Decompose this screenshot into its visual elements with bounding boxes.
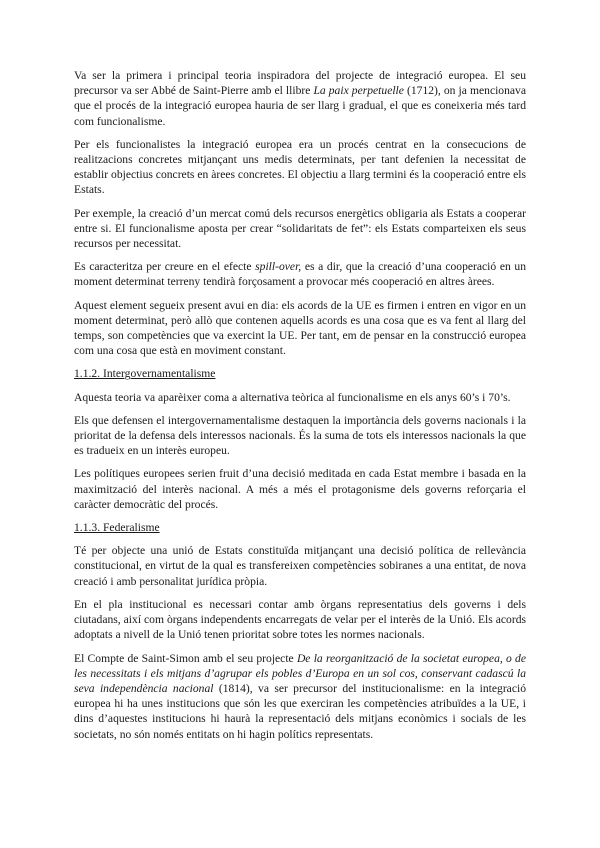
paragraph-intergov-national: Els que defensen el intergovernamentalisme destaquen la importància dels governs nacionals i la prioritat de la defensa dels interessos nacionals. És la suma de tots els interessos nacionals la que es tradueix en un interès europeu.: [74, 413, 526, 458]
book-title: La paix perpetuelle: [313, 84, 404, 98]
spill-over-term: spill-over,: [255, 260, 302, 274]
paragraph-present-day: Aquest element segueix present avui en dia: els acords de la UE es firmen i entren en vigor en un moment determinat, però allò que contenen aquells acords es una cosa que es va fent al llarg del temps, son competències que va exercint la UE. Per tant, em de pensar en la construcció europea com una cosa que està en moviment constant.: [74, 298, 526, 358]
paragraph-federalism-definition: Té per objecte una unió de Estats constituïda mitjançant una decisió política de rellevància constitucional, en virtut de la qual es transfereixen competències sobiranes a una entitat, de nova creació i amb personalitat jurídica pròpia.: [74, 544, 526, 588]
paragraph-spillover: Es caracteritza per creure en el efecte spill-over, es a dir, que la creació d’una cooperació en un moment determinat terreny tendirà forçosament a provocar més cooperació en altres àrees.: [74, 260, 526, 289]
document-page: [74, 68, 526, 750]
section-heading-intergovernmentalism: 1.1.2. Intergovernamentalisme: [74, 367, 216, 381]
paragraph-functionalists: Per els funcionalistes la integració europea era un procés centrat en la consecucions de realitzacions concretes mitjançant uns medis determinats, per tant defenien la necessitat de establir objectius concrets en àrees concretes. El objectiu a llarg termini és la cooperació entre els Estats.: [74, 137, 526, 197]
paragraph-saint-simon: El Compte de Saint-Simon amb el seu projecte De la reorganització de la societat europea, o de les necessitats i els mitjans d’agrupar els pobles d’Europa en un sol cos, conservant cadascú la seva independència nacional (1814), va ser precursor del institucionalisme: en la integració europea hi ha unes institucions que són les que exerciran les competències atribuïdes a la UE, i dins d’aquestes institucions hi haurà la representació dels mitjans econòmics i socials de les societats, no són només entitats on hi hagin polítics representats.: [74, 651, 526, 741]
paragraph-intergov-policies: Les polítiques europees serien fruit d’una decisió meditada en cada Estat membre i basada en la maximització del interès nacional. A més a més el protagonisme dels governs reforçaria el caràcter democràtic del procés.: [74, 467, 526, 511]
project-title: De la reorganització de la societat europea, o de les necessitats i els mitjans d’agrupar els pobles d’Europa en un sol cos, conservant cadascú la seva independència nacional: [74, 651, 526, 695]
paragraph-example: Per exemple, la creació d’un mercat comú dels recursos energètics obligaria als Estats a cooperar entre si. El funcionalisme aposta per crear “solidaritats de fet”: els Estats comparteixen els seus recursos per necessitat.: [74, 206, 526, 251]
paragraph-intergov-origin: Aquesta teoria va aparèixer coma a alternativa teòrica al funcionalisme en els anys 60’s i 70’s.: [74, 390, 511, 404]
paragraph-origins: Va ser la primera i principal teoria inspiradora del projecte de integració europea. El seu precursor va ser Abbé de Saint-Pierre amb el llibre La paix perpetuelle (1712), on ja mencionava que el procés de la integració europea hauria de ser llarg i gradual, el que es coneixeria més tard com funcionalisme.: [74, 69, 526, 128]
paragraph-federalism-institutions: En el pla institucional es necessari contar amb òrgans representatius dels governs i dels ciutadans, així com òrgans independents encarregats de velar per el interès de la Unió. Els acords adoptats a nivell de la Unió tenen prioritat sobre totes les normes nacionals.: [74, 597, 526, 642]
section-heading-federalism: 1.1.3. Federalisme: [74, 521, 160, 535]
